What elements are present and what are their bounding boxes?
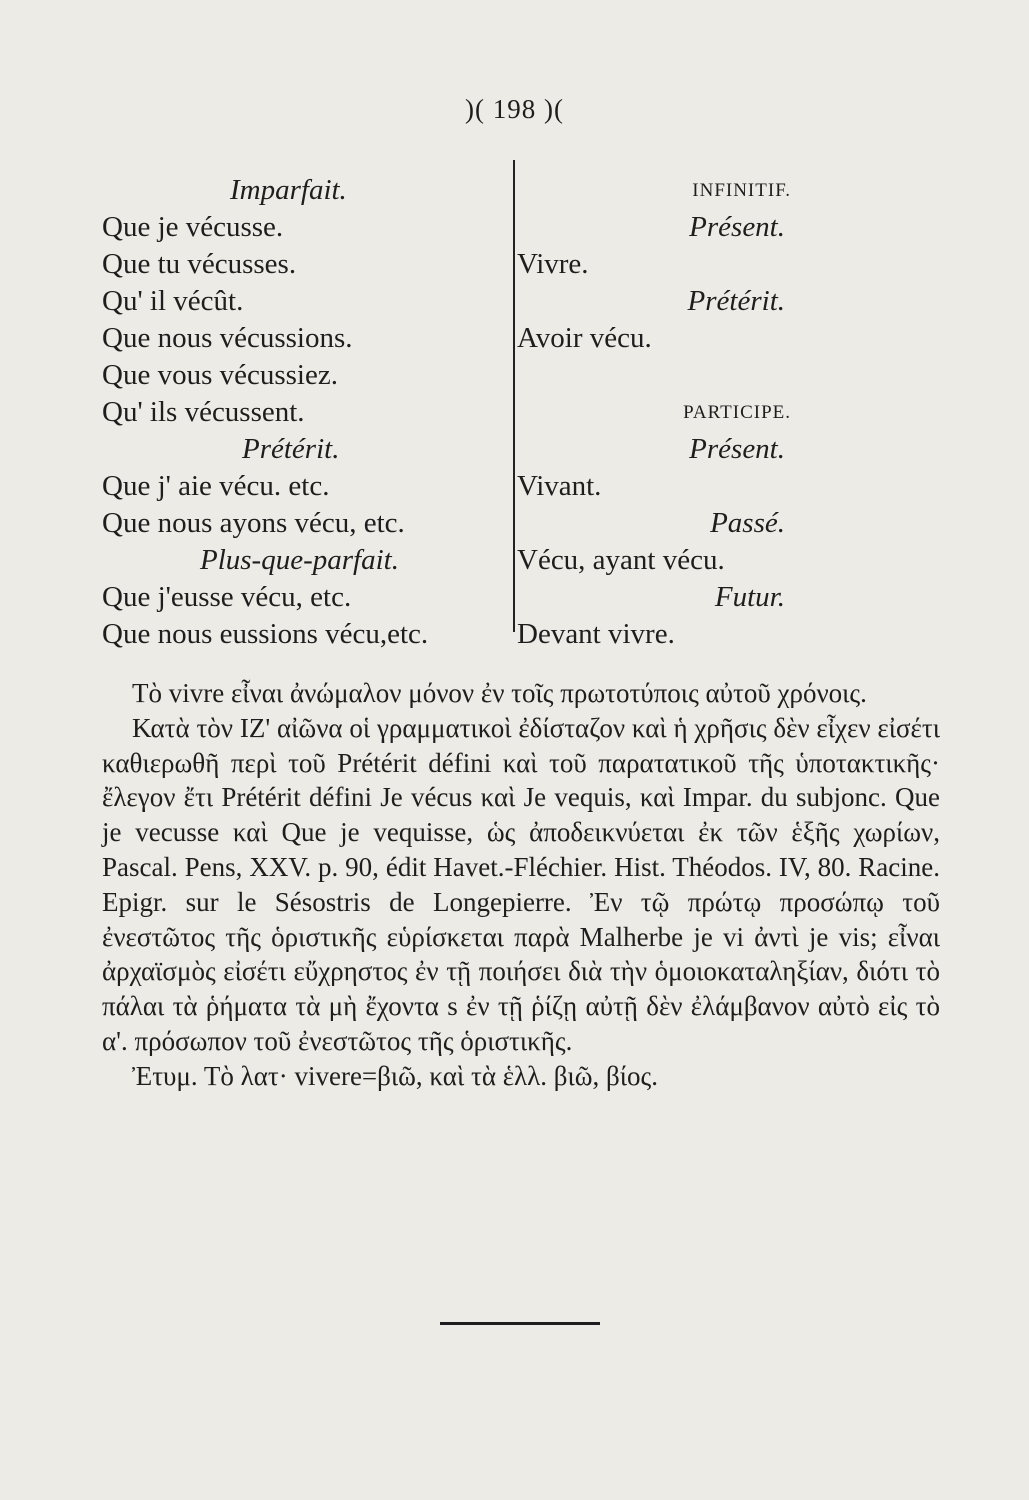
- commentary-text: [102, 676, 940, 1094]
- tense-heading: Passé.: [710, 507, 785, 539]
- page-number: )( 198 )(: [465, 94, 564, 124]
- conjugation-line: Que j' aie vécu. etc.: [102, 470, 330, 502]
- conjugation-line: Que nous eussions vécu,etc.: [102, 618, 429, 650]
- conjugation-line: Qu' ils vécussent.: [102, 396, 305, 428]
- blank-line: [517, 357, 817, 394]
- tense-heading: Futur.: [714, 581, 785, 613]
- tense-heading: Imparfait.: [230, 174, 347, 206]
- tense-heading: Prétérit.: [242, 433, 340, 465]
- commentary-paragraph: Κατὰ τὸν ΙΖ' αἰῶνα οἱ γραμματικοὶ ἐδίσταζον καὶ ἡ χρῆσις δὲν εἶχεν εἰσέτι καθιερωθῆ περὶ τοῦ Prétérit défini καὶ τοῦ παρατατικοῦ τῆς ὑποτακτικῆς· ἔλεγον ἔτι Prétérit défini Je vécus καὶ Je vequis, καὶ Impar. du subjonc. Que je vecusse καὶ Que je vequisse, ὡς ἀποδεικνύεται ἐκ τῶν ἑξῆς χωρίων, Pascal. Pens, XXV. p. 90, édit Havet.-Fléchier. Hist. Théodos. IV, 80. Racine. Epigr. sur le Sésostris de Longepierre. Ἐν τῷ πρώτῳ προσώπῳ τοῦ ἐνεστῶτος τῆς ὁριστικῆς εὑρίσκεται παρὰ Malherbe je vi ἀντὶ je vis; εἶναι ἀρχαϊσμὸς εἰσέτι εὔχρηστος ἐν τῇ ποιήσει διὰ τὴν ὁμοιοκαταληξίαν, διότι τὸ πάλαι τὰ ῥήματα τὰ μὴ ἔχοντα s ἐν τῇ ῥίζῃ αὐτῇ δὲν ἐλάμβανον αὐτὸ εἰς τὸ α'. πρόσωπον τοῦ ἐνεστῶτος τῆς ὁριστικῆς.: [102, 712, 940, 1056]
- conjugation-line: Qu' il vécût.: [102, 285, 244, 317]
- tense-heading: Présent.: [689, 433, 785, 465]
- tense-heading: Prétérit.: [687, 285, 785, 317]
- conjugation-line: Vécu, ayant vécu.: [517, 544, 725, 576]
- column-divider: [513, 160, 515, 632]
- tense-heading: Présent.: [689, 211, 785, 243]
- conjugation-line: Que nous vécussions.: [102, 322, 353, 354]
- conjugation-line: Que je vécusse.: [102, 211, 284, 243]
- conjugation-line: Avoir vécu.: [517, 322, 652, 354]
- conjugation-line: Devant vivre.: [517, 618, 675, 650]
- tense-heading: Plus-que-parfait.: [200, 544, 399, 576]
- end-rule: [440, 1322, 600, 1325]
- left-conjugation-column: [102, 172, 512, 653]
- conjugation-line: Que tu vécusses.: [102, 248, 297, 280]
- conjugation-line: Vivre.: [517, 248, 589, 280]
- mood-heading: PARTICIPE.: [683, 402, 791, 423]
- right-conjugation-column: [517, 172, 817, 653]
- conjugation-line: Vivant.: [517, 470, 602, 502]
- conjugation-line: Que j'eusse vécu, etc.: [102, 581, 352, 613]
- conjugation-line: Que vous vécussiez.: [102, 359, 338, 391]
- conjugation-line: Que nous ayons vécu, etc.: [102, 507, 405, 539]
- commentary-paragraph: Τὸ vivre εἶναι ἀνώμαλον μόνον ἐν τοῖς πρωτοτύποις αὐτοῦ χρόνοις.: [132, 678, 867, 708]
- mood-heading: INFINITIF.: [692, 180, 791, 201]
- etymology-line: Ἐτυμ. Τὸ λατ· vivere=βιῶ, καὶ τὰ ἑλλ. βιῶ, βίος.: [132, 1060, 658, 1091]
